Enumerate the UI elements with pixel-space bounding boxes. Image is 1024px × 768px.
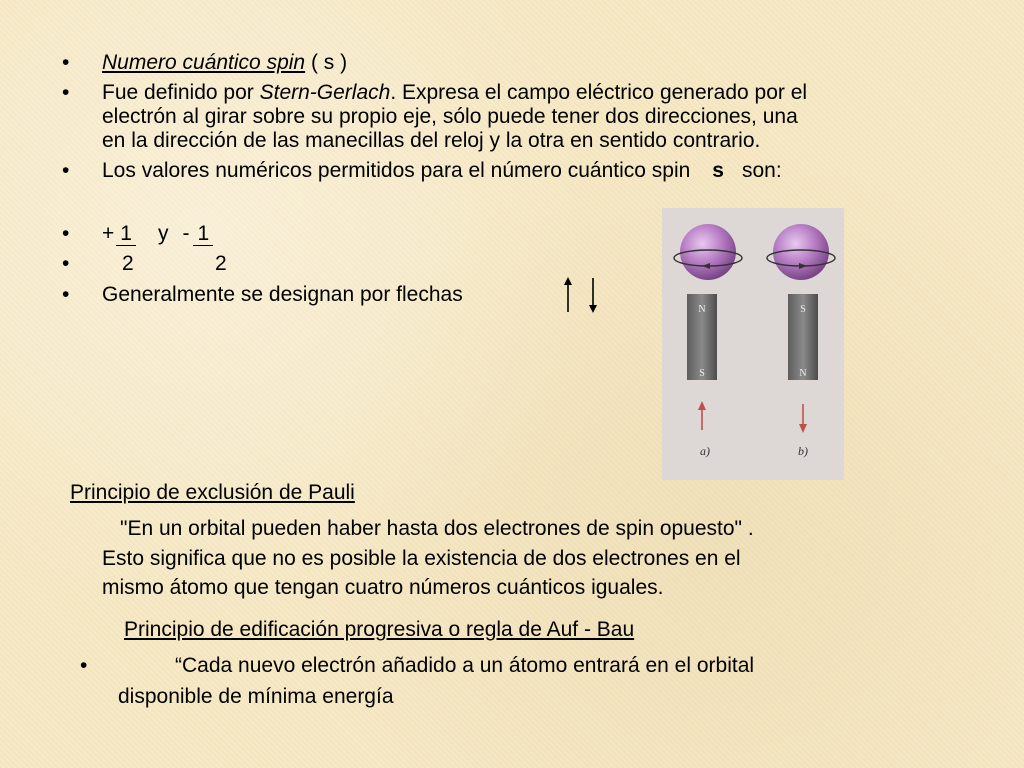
plus-sign: + (102, 222, 115, 245)
bullet: • (62, 81, 70, 104)
figure-label-b: b) (798, 444, 808, 458)
spin-numerators (102, 223, 213, 246)
minus-sign: - (182, 222, 190, 245)
spin-title (102, 52, 347, 74)
numerator-minus: 1 (193, 223, 213, 246)
bullet: • (62, 283, 70, 306)
spin-values-prefix: Los valores numéricos permitidos para el número cuántico spin (102, 159, 691, 182)
bullet: • (62, 252, 70, 275)
arrow-down-icon (586, 276, 600, 314)
aufbau-title: Principio de edificación progresiva o regla de Auf - Bau (124, 618, 635, 641)
spin-definition-prefix: Fue definido por (102, 81, 260, 104)
bullet: • (62, 51, 70, 74)
spin-denominator-1: 2 (122, 252, 134, 275)
spin-definition-line1 (102, 82, 807, 104)
electron-sphere-b (767, 224, 835, 280)
magnet-a-top-label: N (698, 304, 706, 315)
aufbau-line2: disponible de mínima energía (118, 685, 394, 708)
spin-definition-line3: en la dirección de las manecillas del reloj y la otra en sentido contrario. (102, 129, 761, 152)
numerator-plus: 1 (116, 223, 136, 246)
magnet-b-bottom-label: N (799, 368, 807, 379)
pauli-title: Principio de exclusión de Pauli (70, 481, 355, 504)
spin-values-line (102, 160, 782, 182)
spin-symbol: s (712, 159, 724, 182)
spin-definition-rest: . Expresa el campo eléctrico generado por el (390, 81, 808, 104)
spin-denominator-2: 2 (215, 252, 227, 275)
bullet: • (62, 222, 70, 245)
spin-down-arrow (799, 404, 807, 433)
electron-sphere-a (674, 224, 742, 280)
pauli-line3: mismo átomo que tengan cuatro números cuánticos iguales. (102, 576, 664, 599)
arrow-up-icon (561, 276, 575, 314)
magnet-a-bottom-label: S (699, 368, 705, 379)
figure-label-a: a) (700, 444, 710, 458)
spin-definition-line2: electrón al girar sobre su propio eje, sólo puede tener dos direcciones, una (102, 105, 798, 128)
pauli-line1: "En un orbital pueden haber hasta dos electrones de spin opuesto" . (120, 517, 754, 540)
spin-figure (662, 208, 844, 480)
magnet-b-top-label: S (800, 304, 806, 315)
spin-figure-drawing (662, 208, 844, 480)
bullet: • (80, 654, 88, 677)
spin-title-text: Numero cuántico spin (102, 51, 306, 74)
pauli-line2: Esto significa que no es posible la existencia de dos electrones en el (102, 547, 741, 570)
spin-definition-author: Stern-Gerlach (259, 81, 391, 104)
bullet: • (62, 159, 70, 182)
spin-title-suffix: ( s ) (305, 51, 348, 74)
aufbau-line1: “Cada nuevo electrón añadido a un átomo entrará en el orbital (175, 654, 755, 677)
spin-values-suffix: son: (741, 159, 782, 182)
conjunction-y: y (157, 222, 169, 245)
spin-arrows-line: Generalmente se designan por flechas (102, 283, 463, 306)
spin-up-arrow (698, 401, 706, 430)
